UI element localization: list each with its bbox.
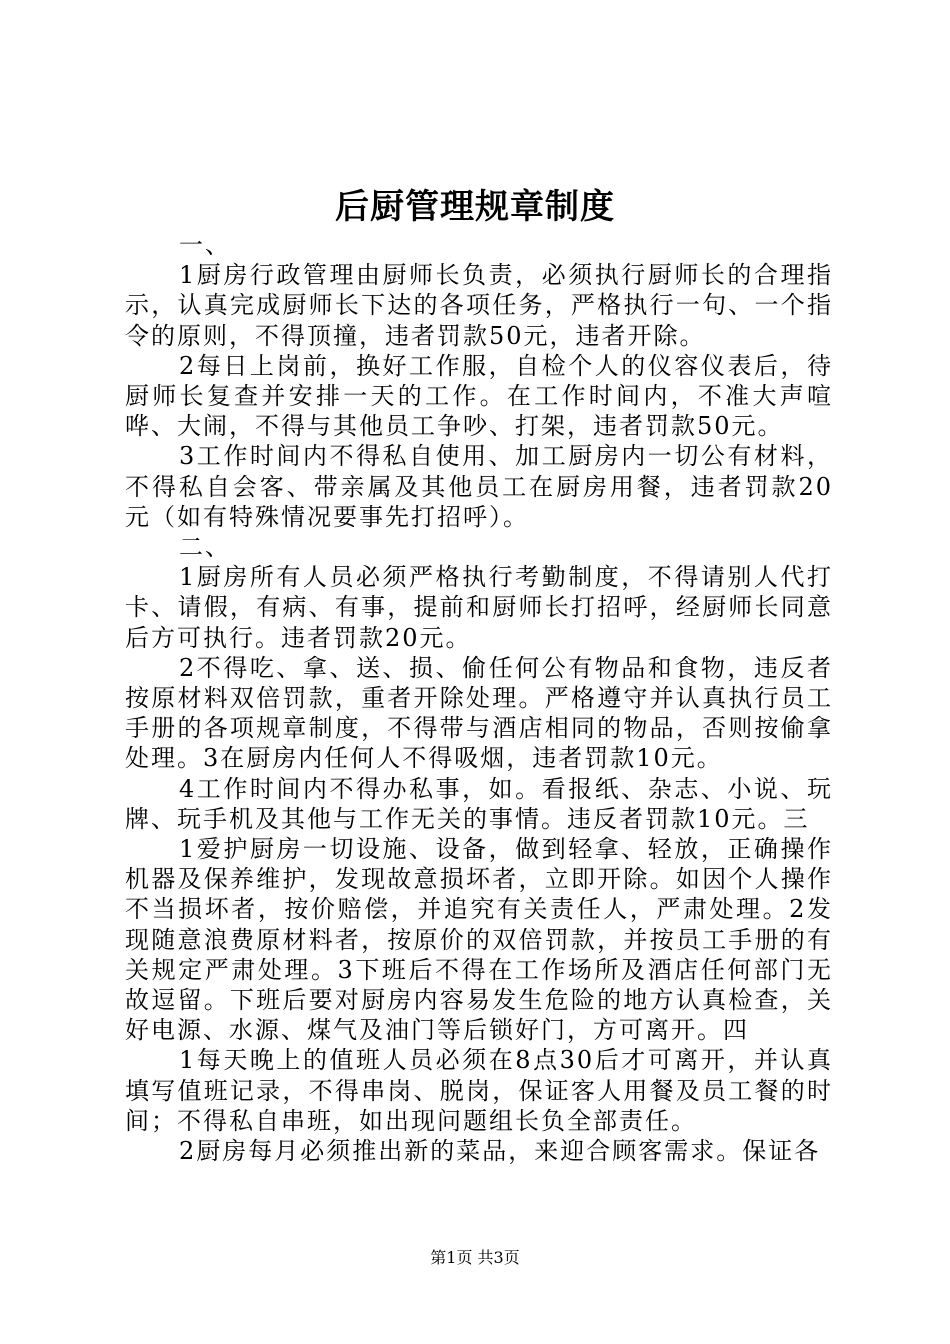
paragraph: 2不得吃、拿、送、损、偷任何公有物品和食物，违反者按原材料双倍罚款，重者开除处理。严格遵守并认真执行员工手册的各项规章制度，不得带与酒店相同的物品，否则按偷拿处理。3在厨房内任何人不得吸烟，违者罚款10元。: [125, 653, 833, 773]
paragraph: 1厨房所有人员必须严格执行考勤制度，不得请别人代打卡、请假，有病、有事，提前和厨师长打招呼，经厨师长同意后方可执行。违者罚款20元。: [125, 563, 833, 652]
section-heading-1: 一、: [179, 231, 231, 259]
paragraph: 1厨房行政管理由厨师长负责，必须执行厨师长的合理指示，认真完成厨师长下达的各项任务，严格执行一句、一个指令的原则，不得顶撞，违者罚款50元，违者开除。: [125, 261, 833, 350]
document-title: 后厨管理规章制度: [335, 187, 615, 227]
paragraph: 3工作时间内不得私自使用、加工厨房内一切公有材料，不得私自会客、带亲属及其他员工在厨房用餐，违者罚款20元（如有特殊情况要事先打招呼）。: [125, 442, 833, 531]
paragraph: 1爱护厨房一切设施、设备，做到轻拿、轻放，正确操作机器及保养维护，发现故意损坏者，立即开除。如因个人操作不当损坏者，按价赔偿，并追究有关责任人，严肃处理。2发现随意浪费原材料者，按原价的双倍罚款，并按员工手册的有关规定严肃处理。3下班后不得在工作场所及酒店任何部门无故逗留。下班后要对厨房内容易发生危险的地方认真检查，关好电源、水源、煤气及油门等后锁好门，方可离开。四: [125, 835, 833, 1045]
page-number-footer: 第1页 共3页: [430, 1248, 520, 1267]
paragraph: 4工作时间内不得办私事，如。看报纸、杂志、小说、玩牌、玩手机及其他与工作无关的事情。违反者罚款10元。三: [125, 774, 833, 833]
document-body: [125, 230, 833, 1166]
paragraph: 2厨房每月必须推出新的菜品，来迎合顾客需求。保证各: [179, 1137, 821, 1166]
paragraph: 1每天晚上的值班人员必须在8点30后才可离开，并认真填写值班记录，不得串岗、脱岗，保证客人用餐及员工餐的时间；不得私自串班，如出现问题组长负全部责任。: [125, 1046, 833, 1135]
section-heading-2: 二、: [179, 533, 231, 562]
paragraph: 2每日上岗前，换好工作服，自检个人的仪容仪表后，待厨师长复查并安排一天的工作。在工作时间内，不准大声喧哗、大闹，不得与其他员工争吵、打架，违者罚款50元。: [125, 351, 833, 441]
